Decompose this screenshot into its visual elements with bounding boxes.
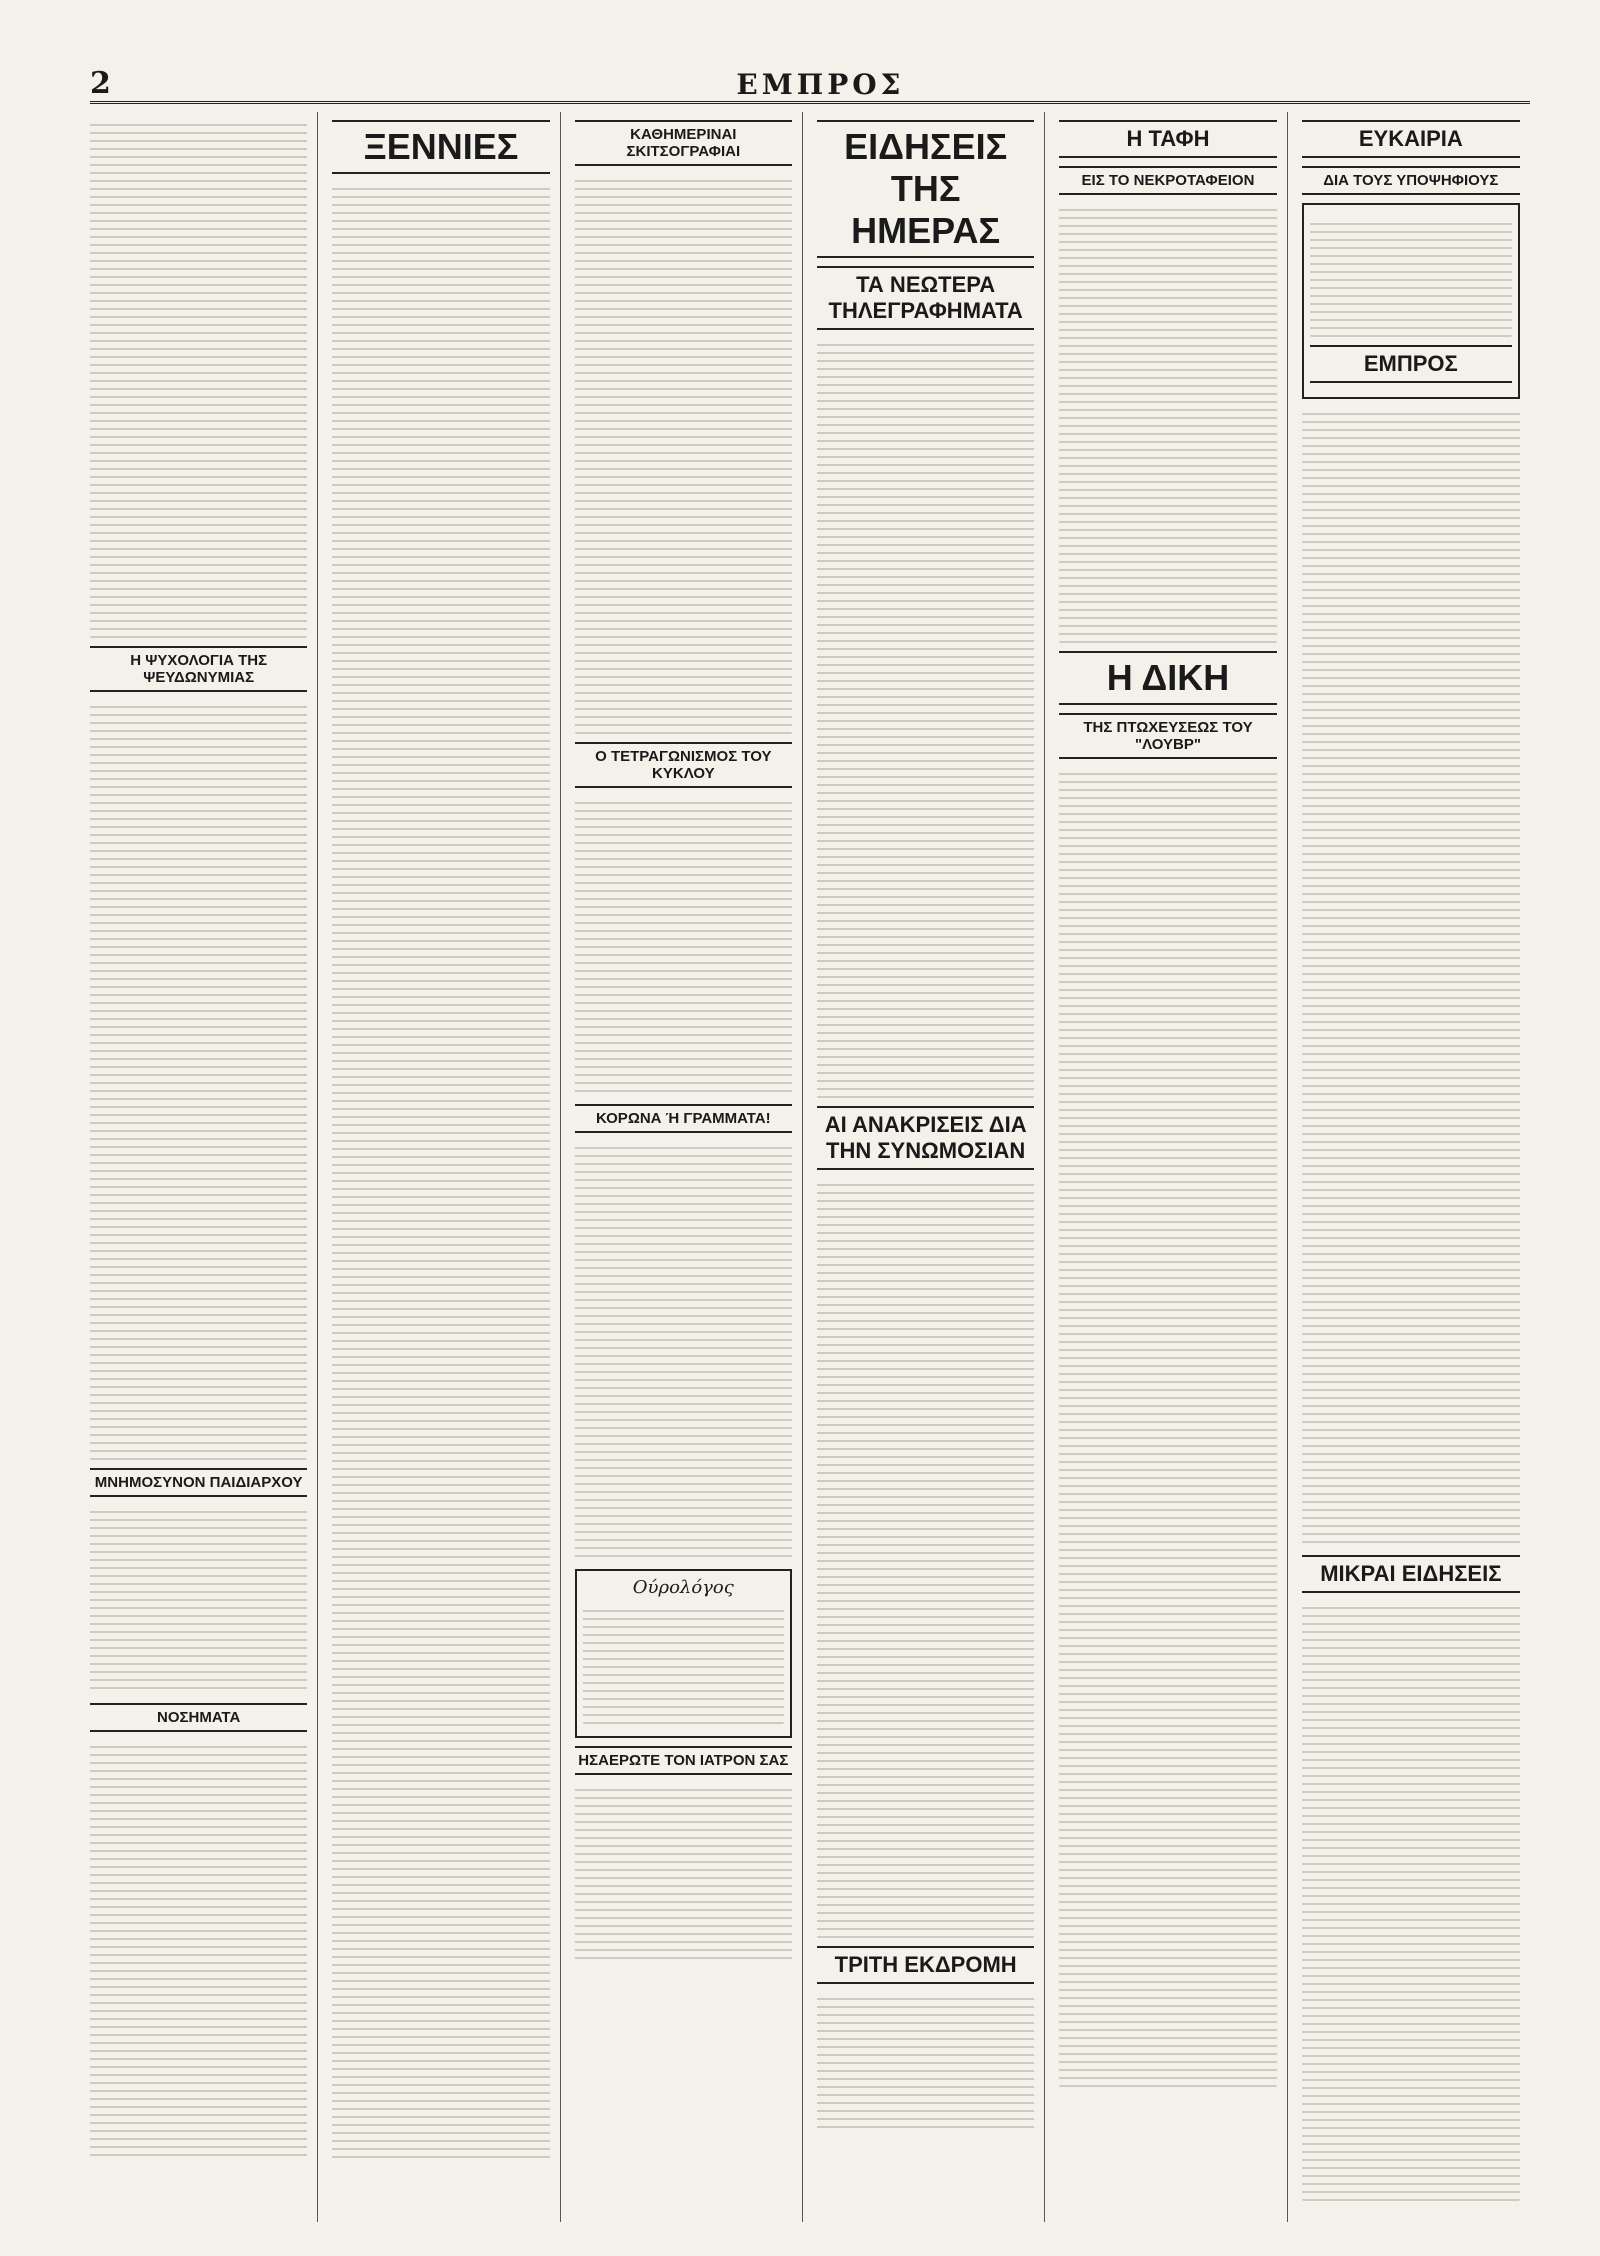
column-4 — [817, 112, 1045, 2222]
column-5 — [1059, 112, 1287, 2222]
article-body — [1059, 203, 1276, 643]
article-headline: ΜΝΗΜΟΣΥΝΟΝ ΠΑΙΔΙΑΡΧΟΥ — [90, 1468, 307, 1497]
article-body — [90, 700, 307, 1460]
masthead — [90, 60, 1530, 104]
article-headline: ΤΡΙΤΗ ΕΚΔΡΟΜΗ — [817, 1946, 1034, 1984]
ad-headline: ΗΣΑΕΡΩΤΕ ΤΟΝ ΙΑΤΡΟΝ ΣΑΣ — [575, 1746, 792, 1775]
article-body — [1302, 1601, 1520, 2201]
article-body — [332, 182, 549, 2162]
article-body — [90, 118, 307, 638]
article-headline: ΞΕΝΝΙΕΣ — [332, 120, 549, 174]
ad-subheadline: ΔΙΑ ΤΟΥΣ ΥΠΟΨΗΦΙΟΥΣ — [1302, 166, 1520, 195]
article-body — [1059, 767, 1276, 2087]
classified-body — [90, 1740, 307, 2160]
article-body — [575, 174, 792, 734]
ad-body — [575, 1783, 792, 1963]
article-headline: Η ΨΥΧΟΛΟΓΙΑ ΤΗΣ ΨΕΥΔΩΝΥΜΙΑΣ — [90, 646, 307, 692]
article-subheadline: ΤΗΣ ΠΤΩΧΕΥΣΕΩΣ ΤΟΥ "ΛΟΥΒΡ" — [1059, 713, 1276, 759]
article-headline: Ο ΤΕΤΡΑΓΩΝΙΣΜΟΣ ΤΟΥ ΚΥΚΛΟΥ — [575, 742, 792, 788]
article-headline: Η ΔΙΚΗ — [1059, 651, 1276, 705]
article-headline: ΜΙΚΡΑΙ ΕΙΔΗΣΕΙΣ — [1302, 1555, 1520, 1593]
article-body — [575, 796, 792, 1096]
newspaper-name: ΕΜΠΡΟΣ — [736, 68, 905, 101]
article-headline: ΚΟΡΩΝΑ Ή ΓΡΑΜΜΑΤΑ! — [575, 1104, 792, 1133]
article-body — [817, 338, 1034, 1098]
article-body — [817, 1992, 1034, 2132]
article-headline: Η ΤΑΦΗ — [1059, 120, 1276, 158]
article-headline: ΚΑΘΗΜΕΡΙΝΑΙ ΣΚΙΤΣΟΓΡΑΦΙΑΙ — [575, 120, 792, 166]
section-headline: ΕΙΔΗΣΕΙΣ ΤΗΣ ΗΜΕΡΑΣ — [817, 120, 1034, 258]
ad-headline: ΕΥΚΑΙΡΙΑ — [1302, 120, 1520, 158]
advertisement — [1302, 203, 1520, 399]
newspaper-columns — [90, 112, 1530, 2222]
article-headline: ΑΙ ΑΝΑΚΡΙΣΕΙΣ ΔΙΑ ΤΗΝ ΣΥΝΩΜΟΣΙΑΝ — [817, 1106, 1034, 1170]
ad-paper-name: ΕΜΠΡΟΣ — [1310, 345, 1512, 383]
column-2 — [332, 112, 560, 2222]
article-body — [817, 1178, 1034, 1938]
ad-title: Ούρολόγος — [632, 1577, 734, 1598]
column-3 — [575, 112, 803, 2222]
column-1 — [90, 112, 318, 2222]
article-headline: ΤΑ ΝΕΩΤΕΡΑ ΤΗΛΕΓΡΑΦΗΜΑΤΑ — [817, 266, 1034, 330]
ad-body — [583, 1604, 784, 1724]
advertisement — [575, 1569, 792, 1738]
page-number: 2 — [90, 66, 111, 101]
article-body — [575, 1141, 792, 1561]
article-body — [90, 1505, 307, 1695]
article-subheadline: ΕΙΣ ΤΟ ΝΕΚΡΟΤΑΦΕΙΟΝ — [1059, 166, 1276, 195]
classified-headline: ΝΟΣΗΜΑΤΑ — [90, 1703, 307, 1732]
article-body — [1302, 407, 1520, 1547]
ad-body — [1310, 217, 1512, 337]
column-6 — [1302, 112, 1530, 2222]
